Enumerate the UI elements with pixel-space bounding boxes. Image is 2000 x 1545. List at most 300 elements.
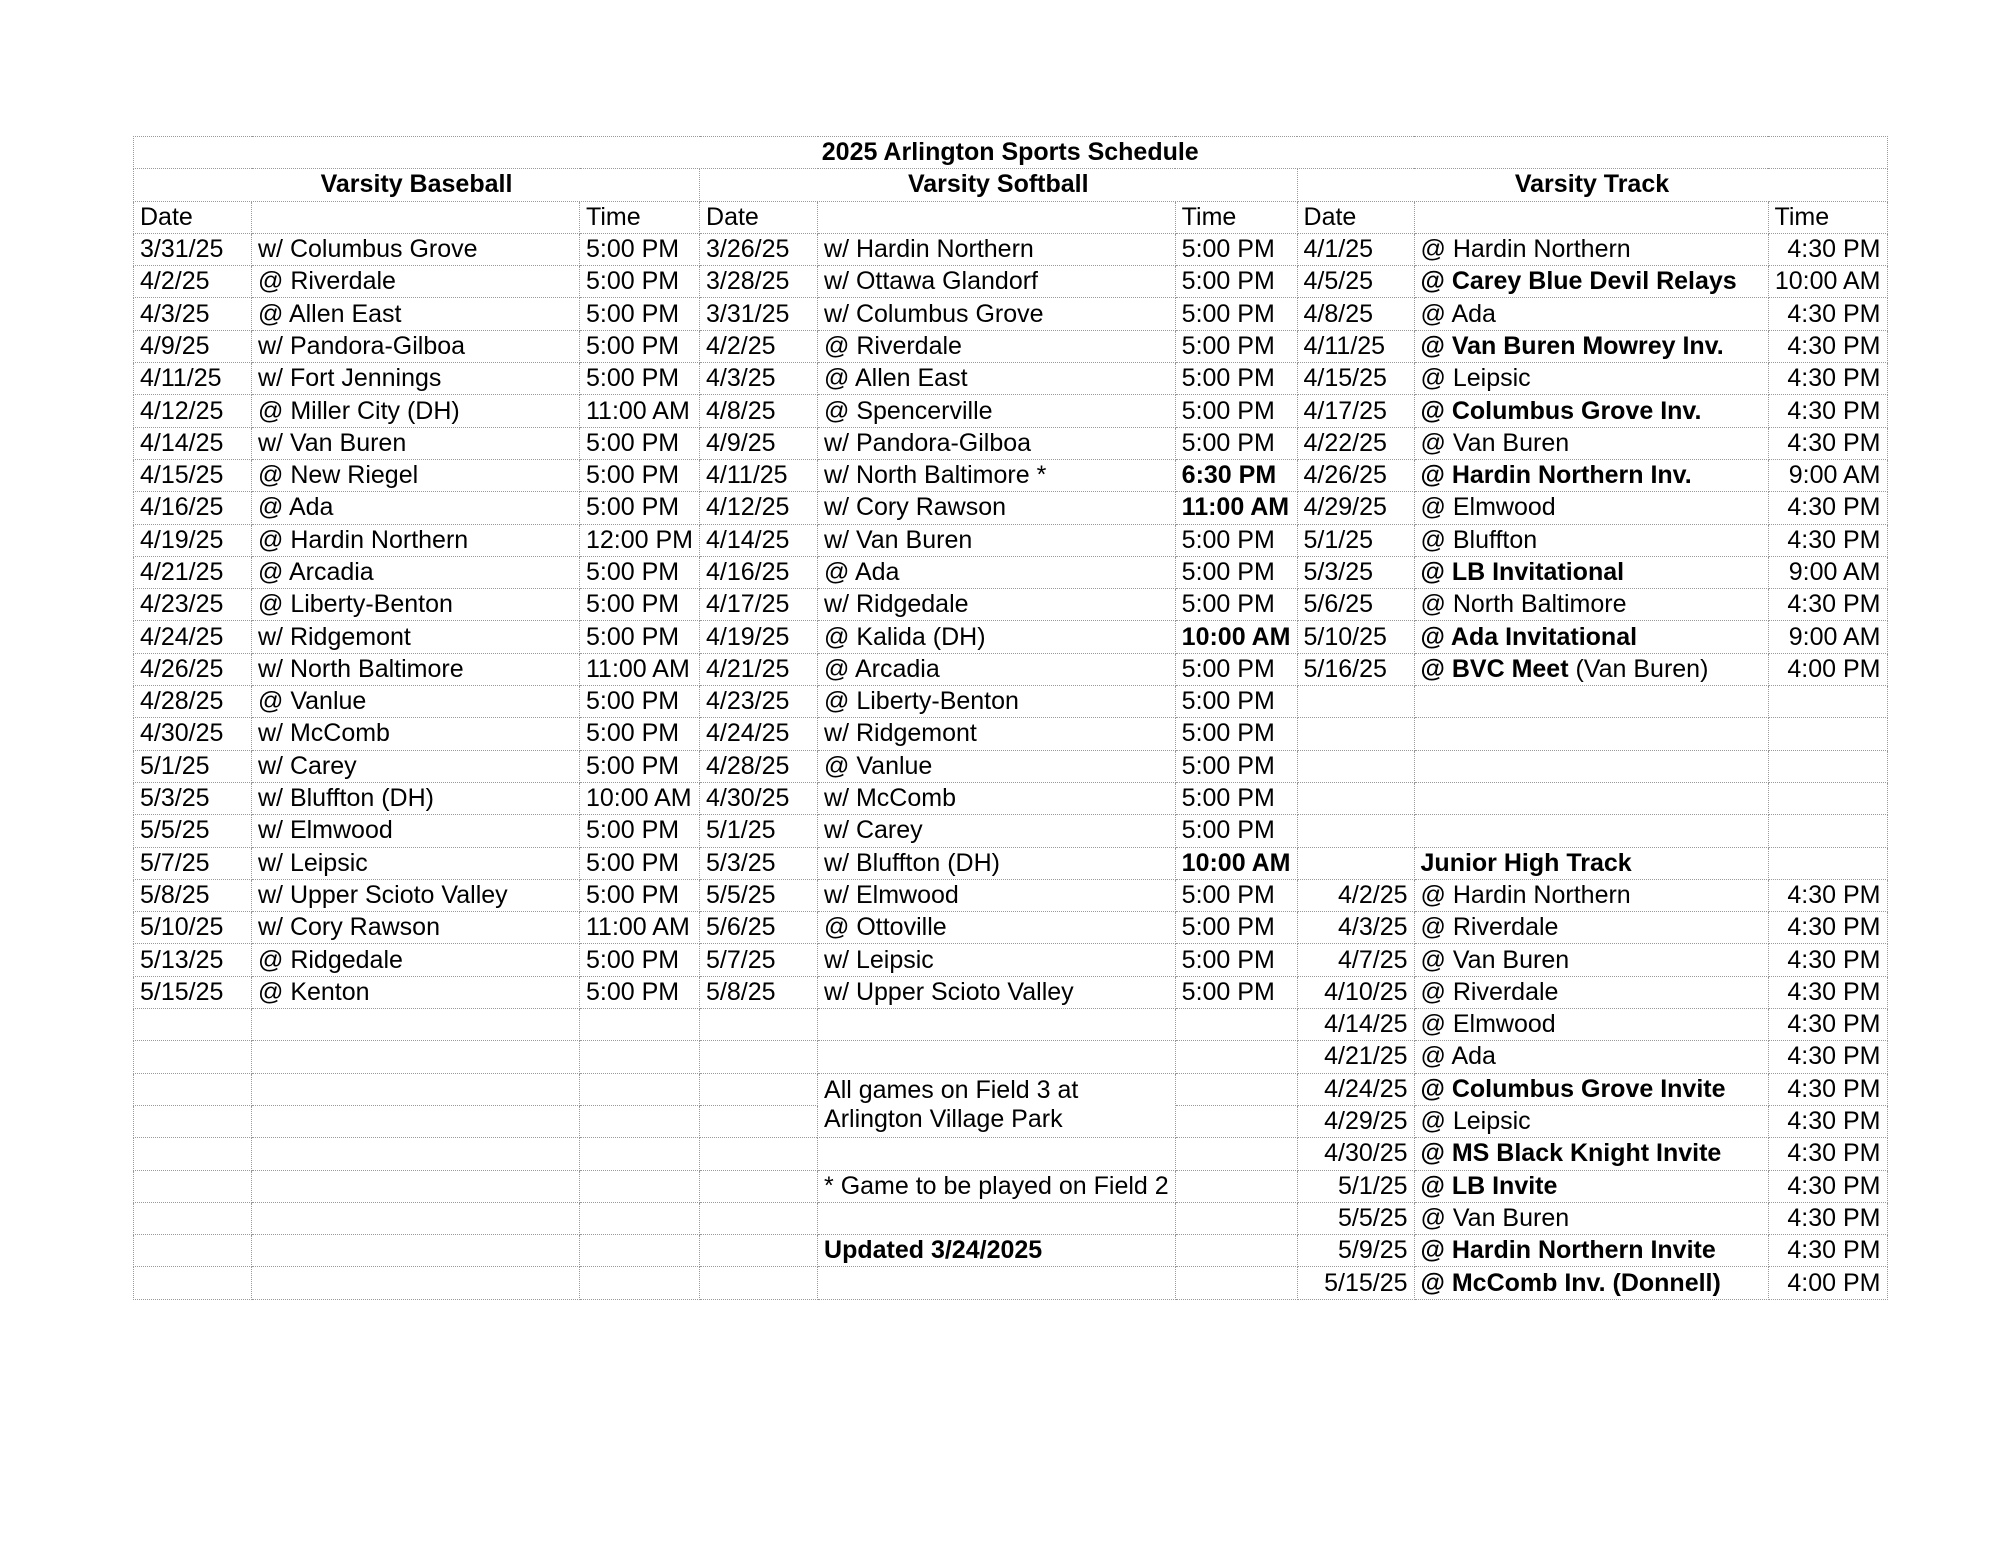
track-event: [1414, 492, 1768, 524]
jh-track-date: 4/14/25: [1297, 1009, 1414, 1041]
table-row: [134, 815, 1888, 847]
track-date: 4/29/25: [1297, 492, 1414, 524]
jh-track-date: 5/9/25: [1297, 1235, 1414, 1267]
empty-cell: [580, 1041, 700, 1073]
column-header-blank: [252, 201, 580, 233]
table-row: [134, 1170, 1888, 1202]
baseball-time: 5:00 PM: [580, 556, 700, 588]
softball-time: 11:00 AM: [1175, 492, 1297, 524]
softball-time: 10:00 AM: [1175, 847, 1297, 879]
jh-track-time: 4:30 PM: [1768, 976, 1887, 1008]
empty-cell: [818, 1009, 1176, 1041]
event-name: (Van Buren): [1568, 654, 1709, 683]
softball-time: 5:00 PM: [1175, 718, 1297, 750]
column-header-date: Date: [700, 201, 818, 233]
event-name-bold: @ Carey Blue Devil Relays: [1420, 267, 1737, 296]
column-header-blank: [818, 201, 1176, 233]
baseball-opponent: w/ Columbus Grove: [252, 233, 580, 265]
empty-cell: [1414, 782, 1768, 814]
track-event: [1414, 459, 1768, 491]
column-header-time: Time: [1768, 201, 1887, 233]
softball-opponent: @ Ottoville: [818, 912, 1176, 944]
event-name: @ Van Buren: [1420, 1203, 1570, 1232]
track-date: 4/17/25: [1297, 395, 1414, 427]
baseball-date: 5/8/25: [134, 879, 252, 911]
jh-track-date: 5/1/25: [1297, 1170, 1414, 1202]
softball-date: 4/12/25: [700, 492, 818, 524]
softball-opponent: w/ Ridgemont: [818, 718, 1176, 750]
softball-opponent: @ Riverdale: [818, 330, 1176, 362]
empty-cell: [1175, 1105, 1297, 1137]
baseball-opponent: w/ North Baltimore: [252, 653, 580, 685]
baseball-date: 5/3/25: [134, 782, 252, 814]
softball-time: 5:00 PM: [1175, 395, 1297, 427]
softball-time: 5:00 PM: [1175, 879, 1297, 911]
empty-cell: [818, 1267, 1176, 1299]
track-time: 10:00 AM: [1768, 266, 1887, 298]
softball-time: 5:00 PM: [1175, 298, 1297, 330]
softball-opponent: w/ North Baltimore *: [818, 459, 1176, 491]
table-row: [134, 944, 1888, 976]
softball-opponent: @ Kalida (DH): [818, 621, 1176, 653]
softball-time: 5:00 PM: [1175, 524, 1297, 556]
softball-opponent: @ Arcadia: [818, 653, 1176, 685]
empty-cell: [1414, 815, 1768, 847]
jh-track-event: [1414, 944, 1768, 976]
column-header-date: Date: [134, 201, 252, 233]
column-header-time: Time: [1175, 201, 1297, 233]
softball-date: 5/7/25: [700, 944, 818, 976]
table-row: [134, 589, 1888, 621]
baseball-time: 5:00 PM: [580, 750, 700, 782]
empty-cell: [580, 1235, 700, 1267]
softball-time: 5:00 PM: [1175, 782, 1297, 814]
softball-date: 4/8/25: [700, 395, 818, 427]
jh-track-event: [1414, 1202, 1768, 1234]
baseball-opponent: @ Liberty-Benton: [252, 589, 580, 621]
empty-cell: [1297, 686, 1414, 718]
empty-cell: [1414, 718, 1768, 750]
softball-date: 4/30/25: [700, 782, 818, 814]
track-event: [1414, 363, 1768, 395]
baseball-time: 5:00 PM: [580, 492, 700, 524]
baseball-opponent: w/ Van Buren: [252, 427, 580, 459]
jh-track-time: 4:30 PM: [1768, 1235, 1887, 1267]
track-date: 5/1/25: [1297, 524, 1414, 556]
softball-opponent: w/ Upper Scioto Valley: [818, 976, 1176, 1008]
event-name: @ Riverdale: [1420, 913, 1559, 942]
jh-track-date: 4/3/25: [1297, 912, 1414, 944]
empty-cell: [134, 1202, 252, 1234]
track-event: [1414, 556, 1768, 588]
empty-cell: [1414, 686, 1768, 718]
baseball-time: 5:00 PM: [580, 330, 700, 362]
softball-time: 5:00 PM: [1175, 653, 1297, 685]
event-name-bold: @ BVC Meet: [1420, 654, 1569, 683]
track-event: [1414, 233, 1768, 265]
section-softball: Varsity Softball: [700, 169, 1298, 201]
empty-cell: [1175, 1138, 1297, 1170]
empty-cell: [700, 1073, 818, 1105]
track-time: 4:30 PM: [1768, 427, 1887, 459]
empty-cell: [700, 1202, 818, 1234]
baseball-date: 4/21/25: [134, 556, 252, 588]
table-row: [134, 879, 1888, 911]
baseball-time: 5:00 PM: [580, 879, 700, 911]
softball-time: 10:00 AM: [1175, 621, 1297, 653]
softball-time: 5:00 PM: [1175, 912, 1297, 944]
baseball-opponent: @ Hardin Northern: [252, 524, 580, 556]
empty-cell: [700, 1041, 818, 1073]
softball-opponent: w/ Hardin Northern: [818, 233, 1176, 265]
jh-track-date: 4/10/25: [1297, 976, 1414, 1008]
baseball-time: 5:00 PM: [580, 459, 700, 491]
track-date: 4/1/25: [1297, 233, 1414, 265]
softball-opponent: w/ Ottawa Glandorf: [818, 266, 1176, 298]
track-time: 4:30 PM: [1768, 298, 1887, 330]
jh-track-event: [1414, 1267, 1768, 1299]
table-row: [134, 912, 1888, 944]
jh-track-event: [1414, 1073, 1768, 1105]
baseball-opponent: w/ Elmwood: [252, 815, 580, 847]
table-row: [134, 1267, 1888, 1299]
empty-cell: [700, 1138, 818, 1170]
event-name-bold: @ Columbus Grove Invite: [1420, 1074, 1726, 1103]
baseball-date: 4/3/25: [134, 298, 252, 330]
empty-cell: [252, 1202, 580, 1234]
table-row: [134, 137, 1888, 169]
softball-date: 5/6/25: [700, 912, 818, 944]
softball-time: 5:00 PM: [1175, 266, 1297, 298]
empty-cell: [252, 1073, 580, 1105]
jh-track-title: Junior High Track: [1414, 847, 1768, 879]
softball-opponent: w/ Van Buren: [818, 524, 1176, 556]
softball-date: 4/14/25: [700, 524, 818, 556]
baseball-date: 4/28/25: [134, 686, 252, 718]
baseball-date: 4/2/25: [134, 266, 252, 298]
track-event: [1414, 589, 1768, 621]
event-name: @ Elmwood: [1420, 493, 1556, 522]
baseball-date: 4/14/25: [134, 427, 252, 459]
track-time: 4:30 PM: [1768, 589, 1887, 621]
event-name-bold: @ Columbus Grove Inv.: [1420, 396, 1702, 425]
empty-cell: [134, 1073, 252, 1105]
empty-cell: [700, 1267, 818, 1299]
baseball-time: 5:00 PM: [580, 976, 700, 1008]
baseball-date: 4/24/25: [134, 621, 252, 653]
softball-opponent: w/ Elmwood: [818, 879, 1176, 911]
baseball-time: 5:00 PM: [580, 686, 700, 718]
table-row: [134, 427, 1888, 459]
baseball-time: 10:00 AM: [580, 782, 700, 814]
softball-time: 5:00 PM: [1175, 750, 1297, 782]
softball-date: 3/26/25: [700, 233, 818, 265]
empty-cell: [1297, 782, 1414, 814]
softball-opponent: w/ Leipsic: [818, 944, 1176, 976]
softball-date: 3/28/25: [700, 266, 818, 298]
softball-date: 4/17/25: [700, 589, 818, 621]
empty-cell: [134, 1009, 252, 1041]
section-baseball: Varsity Baseball: [134, 169, 700, 201]
jh-track-time: 4:30 PM: [1768, 912, 1887, 944]
track-time: 9:00 AM: [1768, 621, 1887, 653]
empty-cell: [1175, 1073, 1297, 1105]
updated-note: Updated 3/24/2025: [818, 1235, 1176, 1267]
softball-opponent: w/ Bluffton (DH): [818, 847, 1176, 879]
empty-cell: [818, 1138, 1176, 1170]
baseball-opponent: w/ Upper Scioto Valley: [252, 879, 580, 911]
softball-time: 5:00 PM: [1175, 427, 1297, 459]
table-row: [134, 330, 1888, 362]
empty-cell: [252, 1267, 580, 1299]
baseball-date: 4/12/25: [134, 395, 252, 427]
softball-date: 4/16/25: [700, 556, 818, 588]
empty-cell: [818, 1041, 1176, 1073]
empty-cell: [580, 1170, 700, 1202]
empty-cell: [134, 1235, 252, 1267]
baseball-time: 5:00 PM: [580, 815, 700, 847]
softball-date: 3/31/25: [700, 298, 818, 330]
table-row: [134, 459, 1888, 491]
empty-cell: [700, 1170, 818, 1202]
empty-cell: [1768, 815, 1887, 847]
track-date: 5/3/25: [1297, 556, 1414, 588]
event-name-bold: @ Hardin Northern Inv.: [1420, 461, 1692, 490]
jh-track-event: [1414, 1235, 1768, 1267]
table-row: [134, 1138, 1888, 1170]
jh-track-date: 5/5/25: [1297, 1202, 1414, 1234]
baseball-opponent: w/ Pandora-Gilboa: [252, 330, 580, 362]
empty-cell: [252, 1105, 580, 1137]
table-row: [134, 298, 1888, 330]
baseball-time: 5:00 PM: [580, 298, 700, 330]
event-name-bold: @ LB Invitational: [1420, 558, 1625, 586]
softball-opponent: w/ Pandora-Gilboa: [818, 427, 1176, 459]
softball-opponent: w/ Columbus Grove: [818, 298, 1176, 330]
track-event: [1414, 298, 1768, 330]
softball-opponent: w/ Cory Rawson: [818, 492, 1176, 524]
empty-cell: [1768, 847, 1887, 879]
empty-cell: [580, 1138, 700, 1170]
softball-time: 5:00 PM: [1175, 686, 1297, 718]
jh-track-date: 5/15/25: [1297, 1267, 1414, 1299]
baseball-time: 5:00 PM: [580, 847, 700, 879]
column-header-blank: [1414, 201, 1768, 233]
softball-opponent: @ Liberty-Benton: [818, 686, 1176, 718]
softball-date: 4/24/25: [700, 718, 818, 750]
baseball-date: 5/10/25: [134, 912, 252, 944]
baseball-date: 4/16/25: [134, 492, 252, 524]
event-name-bold: @ Van Buren Mowrey Inv.: [1420, 331, 1724, 360]
empty-cell: [252, 1235, 580, 1267]
empty-cell: [1297, 847, 1414, 879]
softball-opponent: @ Vanlue: [818, 750, 1176, 782]
event-name: @ Ada: [1420, 1042, 1496, 1071]
empty-cell: [580, 1073, 700, 1105]
table-row: [134, 653, 1888, 685]
table-row: [134, 169, 1888, 201]
baseball-date: 4/19/25: [134, 524, 252, 556]
empty-cell: [580, 1202, 700, 1234]
jh-track-date: 4/30/25: [1297, 1138, 1414, 1170]
baseball-time: 12:00 PM: [580, 524, 700, 556]
track-date: 4/26/25: [1297, 459, 1414, 491]
event-name: @ Hardin Northern: [1420, 880, 1631, 909]
baseball-date: 5/1/25: [134, 750, 252, 782]
table-row: [134, 233, 1888, 265]
empty-cell: [1175, 1267, 1297, 1299]
softball-opponent: w/ Ridgedale: [818, 589, 1176, 621]
baseball-time: 5:00 PM: [580, 233, 700, 265]
track-date: 5/6/25: [1297, 589, 1414, 621]
softball-opponent: @ Ada: [818, 556, 1176, 588]
section-track: Varsity Track: [1297, 169, 1887, 201]
jh-track-time: 4:30 PM: [1768, 1138, 1887, 1170]
track-event: [1414, 395, 1768, 427]
jh-track-event: [1414, 1105, 1768, 1137]
softball-date: 4/21/25: [700, 653, 818, 685]
track-date: 5/10/25: [1297, 621, 1414, 653]
baseball-date: 5/13/25: [134, 944, 252, 976]
empty-cell: [252, 1170, 580, 1202]
softball-time: 5:00 PM: [1175, 944, 1297, 976]
event-name-bold: @ McComb Inv. (Donnell): [1420, 1268, 1721, 1297]
event-name: @ Van Buren: [1420, 428, 1570, 457]
baseball-opponent: w/ McComb: [252, 718, 580, 750]
baseball-date: 4/30/25: [134, 718, 252, 750]
empty-cell: [1768, 750, 1887, 782]
empty-cell: [1297, 815, 1414, 847]
baseball-opponent: @ Miller City (DH): [252, 395, 580, 427]
empty-cell: [1768, 718, 1887, 750]
empty-cell: [580, 1009, 700, 1041]
event-name: @ Van Buren: [1420, 945, 1570, 974]
softball-time: 5:00 PM: [1175, 363, 1297, 395]
baseball-time: 5:00 PM: [580, 944, 700, 976]
baseball-date: 4/15/25: [134, 459, 252, 491]
track-event: [1414, 266, 1768, 298]
empty-cell: [134, 1041, 252, 1073]
softball-time: 5:00 PM: [1175, 589, 1297, 621]
jh-track-event: [1414, 1041, 1768, 1073]
jh-track-time: 4:30 PM: [1768, 1009, 1887, 1041]
table-row: [134, 686, 1888, 718]
schedule-body: [134, 137, 1888, 1300]
softball-time: 5:00 PM: [1175, 815, 1297, 847]
track-time: 4:30 PM: [1768, 524, 1887, 556]
table-row: [134, 718, 1888, 750]
baseball-time: 11:00 AM: [580, 653, 700, 685]
empty-cell: [252, 1138, 580, 1170]
empty-cell: [134, 1170, 252, 1202]
empty-cell: [818, 1202, 1176, 1234]
track-time: 4:30 PM: [1768, 492, 1887, 524]
baseball-time: 5:00 PM: [580, 589, 700, 621]
softball-date: 4/11/25: [700, 459, 818, 491]
track-event: [1414, 653, 1768, 685]
track-date: 4/11/25: [1297, 330, 1414, 362]
softball-time: 5:00 PM: [1175, 976, 1297, 1008]
baseball-date: 4/26/25: [134, 653, 252, 685]
empty-cell: [134, 1267, 252, 1299]
empty-cell: [252, 1041, 580, 1073]
jh-track-event: [1414, 976, 1768, 1008]
jh-track-date: 4/7/25: [1297, 944, 1414, 976]
softball-date: 5/5/25: [700, 879, 818, 911]
track-time: 9:00 AM: [1768, 556, 1887, 588]
baseball-opponent: w/ Cory Rawson: [252, 912, 580, 944]
baseball-opponent: @ Riverdale: [252, 266, 580, 298]
empty-cell: [1768, 782, 1887, 814]
baseball-date: 3/31/25: [134, 233, 252, 265]
jh-track-time: 4:30 PM: [1768, 1073, 1887, 1105]
track-time: 4:30 PM: [1768, 330, 1887, 362]
jh-track-event: [1414, 1138, 1768, 1170]
jh-track-time: 4:30 PM: [1768, 1170, 1887, 1202]
table-row: [134, 782, 1888, 814]
event-name-bold: @ MS Black Knight Invite: [1420, 1139, 1722, 1168]
softball-opponent: w/ McComb: [818, 782, 1176, 814]
table-row: [134, 1202, 1888, 1234]
softball-date: 5/3/25: [700, 847, 818, 879]
baseball-date: 4/23/25: [134, 589, 252, 621]
softball-opponent: @ Allen East: [818, 363, 1176, 395]
baseball-opponent: @ Ada: [252, 492, 580, 524]
track-event: [1414, 330, 1768, 362]
table-row: [134, 1041, 1888, 1073]
baseball-date: 5/15/25: [134, 976, 252, 1008]
softball-opponent: w/ Carey: [818, 815, 1176, 847]
track-date: 4/22/25: [1297, 427, 1414, 459]
softball-time: 6:30 PM: [1175, 459, 1297, 491]
table-row: [134, 201, 1888, 233]
baseball-time: 5:00 PM: [580, 427, 700, 459]
table-row: [134, 492, 1888, 524]
track-time: 9:00 AM: [1768, 459, 1887, 491]
baseball-date: 5/7/25: [134, 847, 252, 879]
empty-cell: [1175, 1170, 1297, 1202]
baseball-date: 4/9/25: [134, 330, 252, 362]
table-row: [134, 266, 1888, 298]
jh-track-time: 4:30 PM: [1768, 944, 1887, 976]
sheet-title: 2025 Arlington Sports Schedule: [134, 137, 1888, 169]
empty-cell: [1414, 750, 1768, 782]
softball-date: 4/9/25: [700, 427, 818, 459]
empty-cell: [1297, 750, 1414, 782]
empty-cell: [580, 1267, 700, 1299]
baseball-opponent: w/ Ridgemont: [252, 621, 580, 653]
track-event: [1414, 524, 1768, 556]
table-row: [134, 556, 1888, 588]
softball-date: 4/3/25: [700, 363, 818, 395]
baseball-opponent: w/ Fort Jennings: [252, 363, 580, 395]
empty-cell: [1297, 718, 1414, 750]
event-name: @ Riverdale: [1420, 977, 1559, 1006]
baseball-opponent: w/ Leipsic: [252, 847, 580, 879]
empty-cell: [1175, 1009, 1297, 1041]
table-row: [134, 621, 1888, 653]
event-name-bold: @ LB Invite: [1420, 1171, 1558, 1200]
jh-track-date: 4/21/25: [1297, 1041, 1414, 1073]
table-row: [134, 1009, 1888, 1041]
jh-track-date: 4/2/25: [1297, 879, 1414, 911]
baseball-date: 5/5/25: [134, 815, 252, 847]
column-header-time: Time: [580, 201, 700, 233]
event-name: @ Leipsic: [1420, 1107, 1531, 1136]
jh-track-time: 4:30 PM: [1768, 1041, 1887, 1073]
track-time: 4:30 PM: [1768, 233, 1887, 265]
track-date: 4/8/25: [1297, 298, 1414, 330]
